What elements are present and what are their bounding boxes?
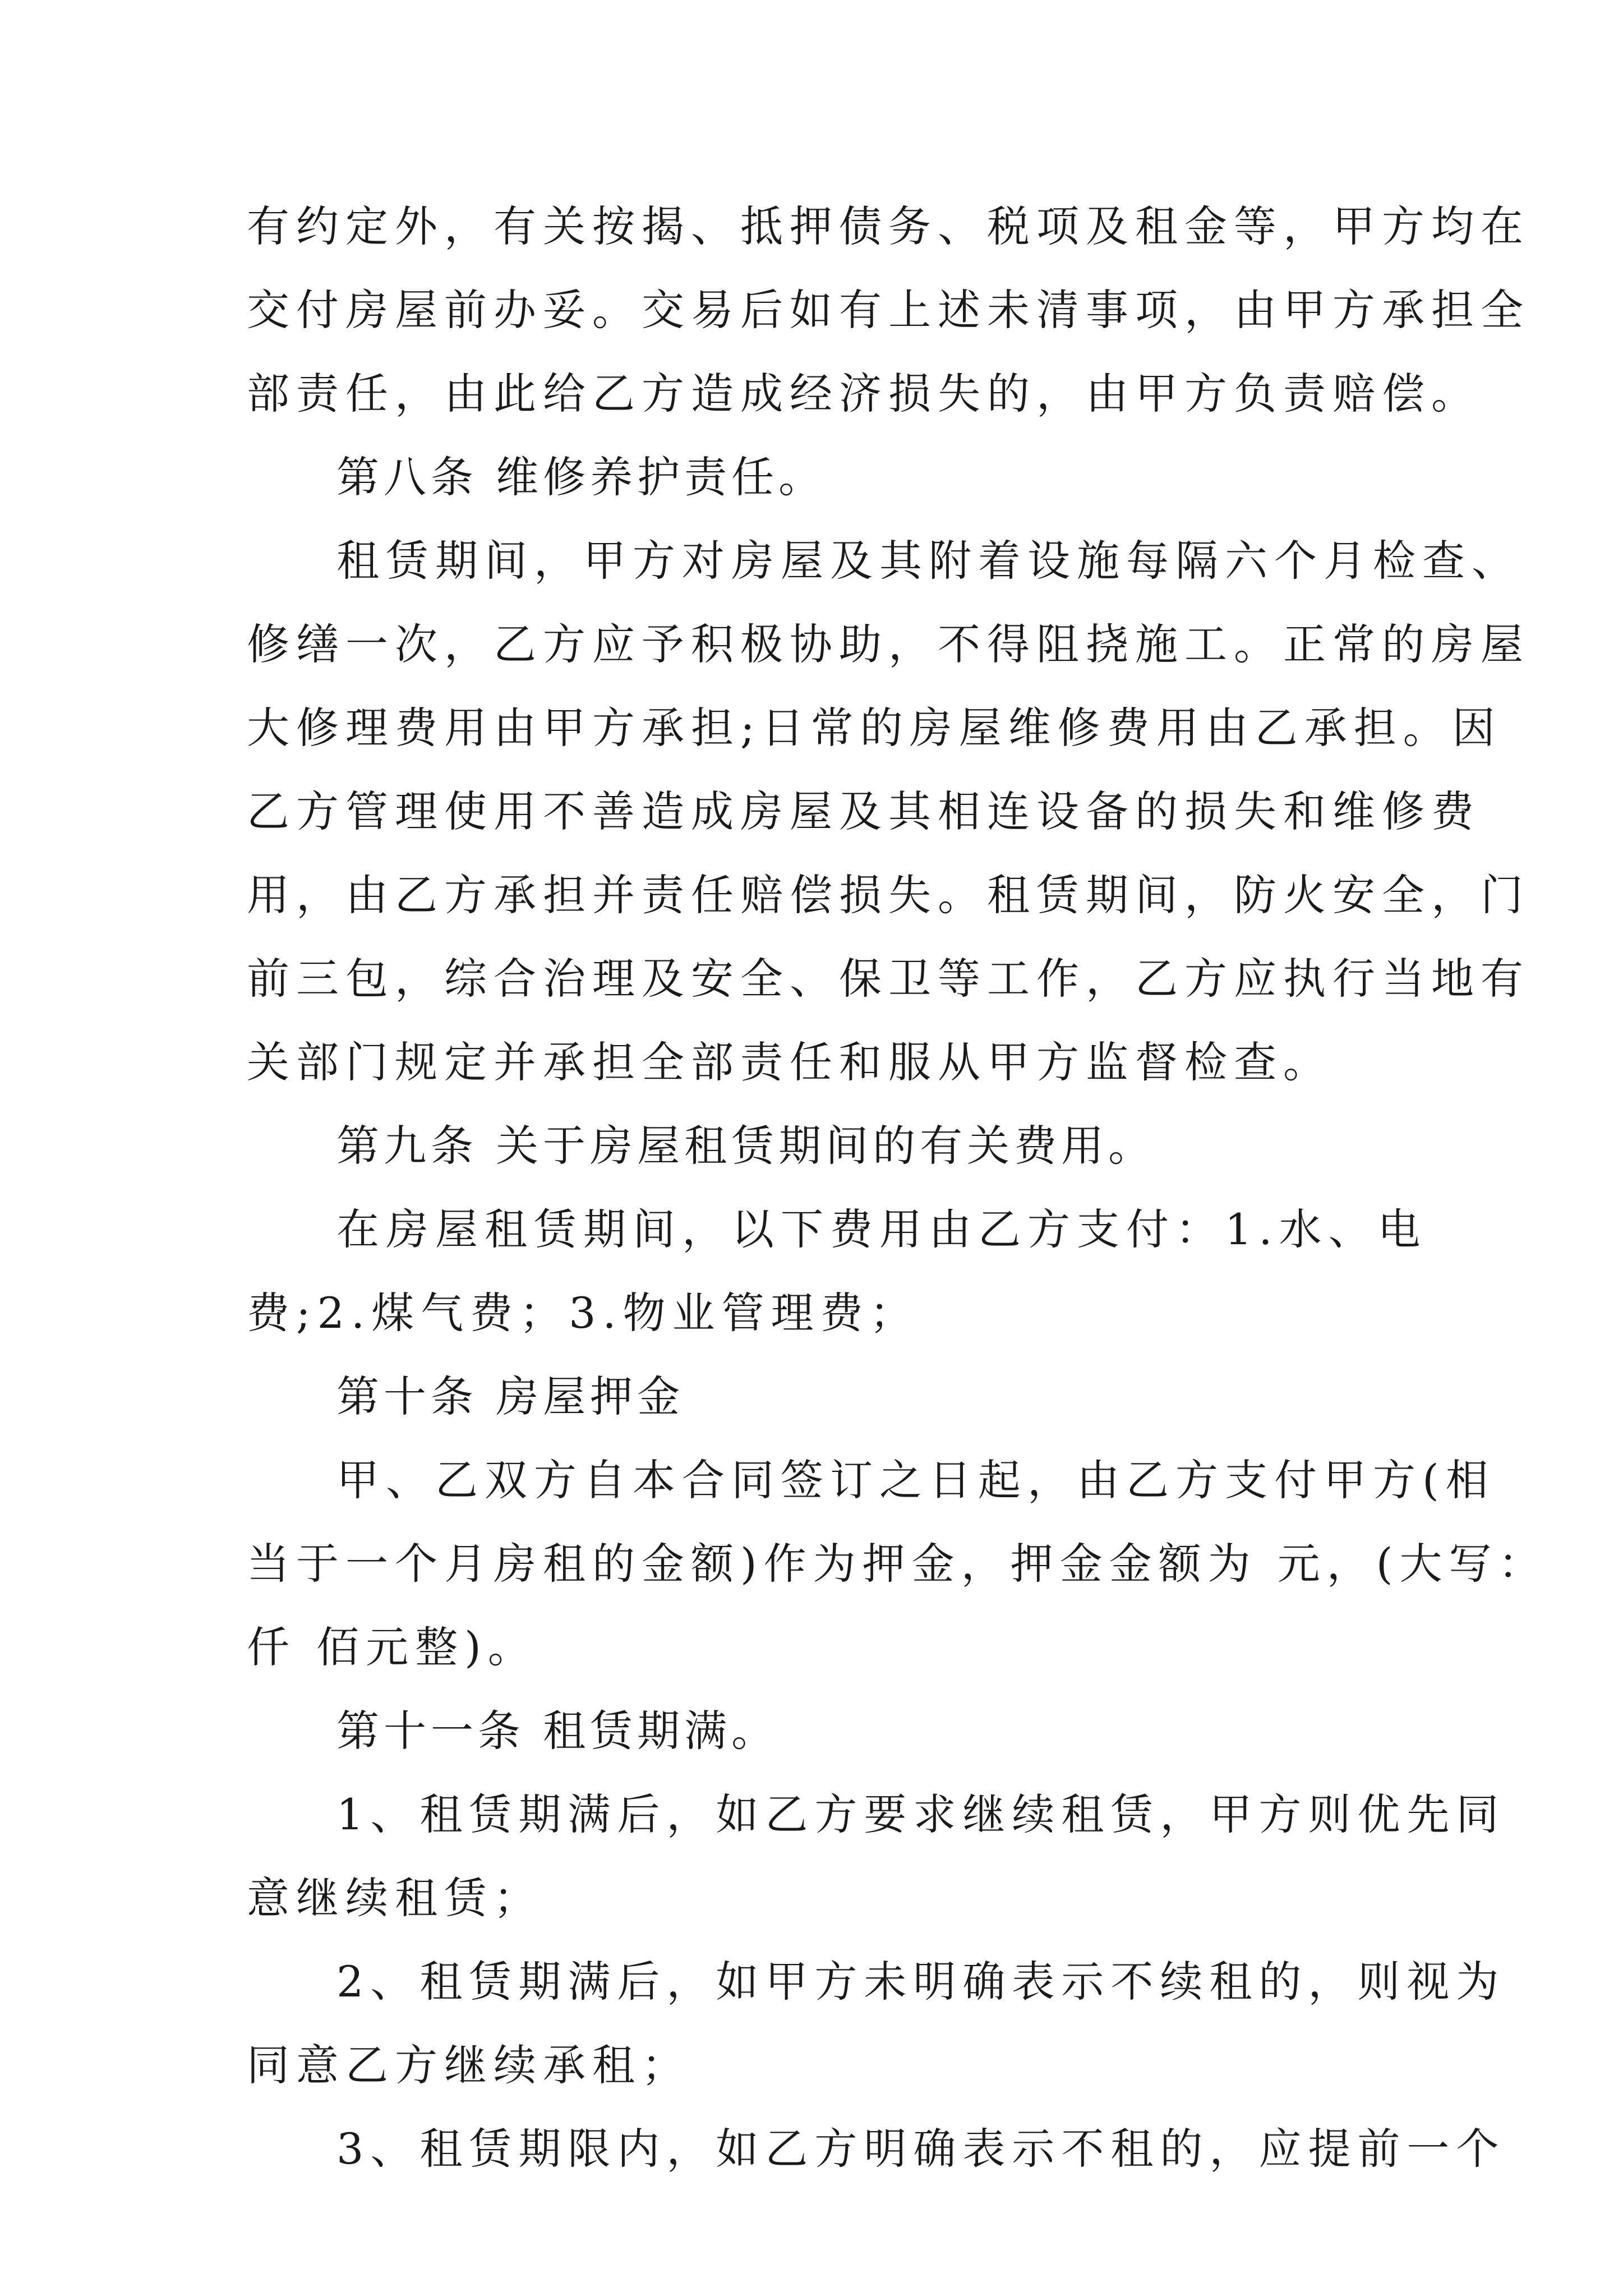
text-line: 修缮一次，乙方应予积极协助，不得阻挠施工。正常的房屋 [247,619,1530,669]
text-line: 意继续租赁； [247,1873,543,1923]
section-heading: 第十条 房屋押金 [336,1372,685,1421]
text-line: 大修理费用由甲方承担;日常的房屋维修费用由乙承担。因 [247,703,1502,753]
text-line: 费;2.煤气费；3.物业管理费； [247,1288,919,1338]
text-line: 部责任，由此给乙方造成经济损失的，由甲方负责赔偿。 [247,369,1481,418]
text-line: 有约定外，有关按揭、抵押债务、税项及租金等，甲方均在 [247,201,1530,251]
text-line: 仟 佰元整)。 [247,1622,537,1672]
section-heading: 第十一条 租赁期满。 [336,1706,779,1756]
text-line: 租赁期间，甲方对房屋及其附着设施每隔六个月检查、 [336,536,1521,586]
text-line: 3、租赁期限内，如乙方明确表示不租的，应提前一个 [336,2124,1506,2174]
text-line: 在房屋租赁期间，以下费用由乙方支付：1.水、电 [336,1204,1427,1254]
text-line: 同意乙方继续承租； [247,2040,691,2090]
text-line: 当于一个月房租的金额)作为押金，押金金额为 元，(大写： [247,1539,1548,1589]
section-heading: 第九条 关于房屋租赁期间的有关费用。 [336,1121,1156,1171]
text-line: 关部门规定并承担全部责任和服从甲方监督检查。 [247,1037,1332,1087]
text-line: 用，由乙方承担并责任赔偿损失。租赁期间，防火安全，门 [247,870,1530,920]
text-line: 乙方管理使用不善造成房屋及其相连设备的损失和维修费 [247,786,1481,836]
text-line: 2、租赁期满后，如甲方未明确表示不续租的，则视为 [336,1957,1506,2007]
text-line: 1、租赁期满后，如乙方要求继续租赁，甲方则优先同 [336,1789,1506,1839]
text-line: 交付房屋前办妥。交易后如有上述未清事项，由甲方承担全 [247,285,1530,335]
text-line: 甲、乙双方自本合同签订之日起，由乙方支付甲方(相 [336,1455,1495,1505]
text-line: 前三包，综合治理及安全、保卫等工作，乙方应执行当地有 [247,954,1530,1004]
section-heading: 第八条 维修养护责任。 [336,452,826,502]
